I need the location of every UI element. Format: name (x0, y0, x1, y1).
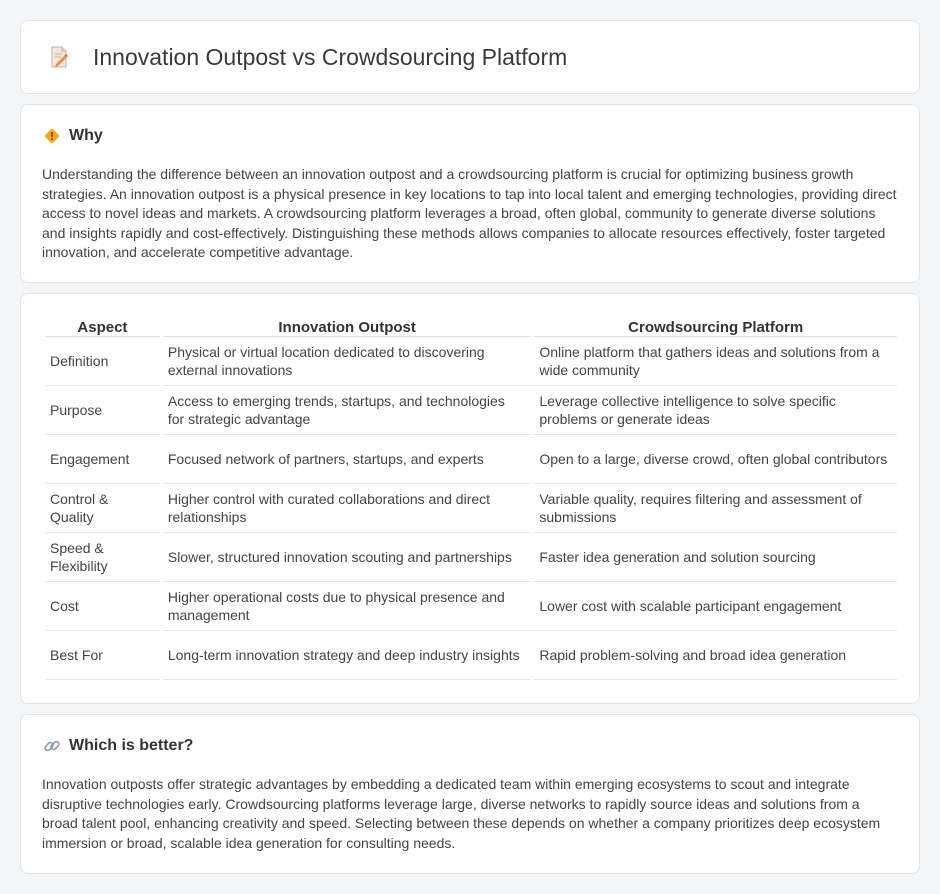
table-row (45, 533, 897, 582)
table-row (45, 337, 897, 386)
outpost-cell: Physical or virtual location dedicated to discovering external innovations (163, 337, 532, 386)
aspect-cell: Cost (45, 582, 160, 631)
crowdsourcing-cell: Rapid problem-solving and broad idea generation (534, 631, 897, 680)
outpost-cell: Focused network of partners, startups, and experts (163, 435, 532, 484)
crowdsourcing-cell: Lower cost with scalable participant engagement (534, 582, 897, 631)
header-innovation-outpost: Innovation Outpost (163, 315, 532, 337)
crowdsourcing-cell: Online platform that gathers ideas and solutions from a wide community (534, 337, 897, 386)
outpost-cell: Access to emerging trends, startups, and technologies for strategic advantage (163, 386, 532, 435)
why-section (20, 104, 920, 283)
link-icon (43, 737, 61, 755)
outpost-cell: Long-term innovation strategy and deep industry insights (163, 631, 532, 680)
aspect-cell: Purpose (45, 386, 160, 435)
aspect-cell: Engagement (45, 435, 160, 484)
aspect-cell: Definition (45, 337, 160, 386)
table-header-row (45, 315, 897, 337)
aspect-cell: Best For (45, 631, 160, 680)
outpost-cell: Higher control with curated collaborations and direct relationships (163, 484, 532, 533)
header-card (20, 20, 920, 94)
outpost-cell: Higher operational costs due to physical presence and management (163, 582, 532, 631)
header-aspect: Aspect (45, 315, 160, 337)
page-title: Innovation Outpost vs Crowdsourcing Platform (93, 43, 568, 70)
aspect-cell: Control & Quality (45, 484, 160, 533)
crowdsourcing-cell: Faster idea generation and solution sourcing (534, 533, 897, 582)
crowdsourcing-cell: Variable quality, requires filtering and assessment of submissions (534, 484, 897, 533)
diamond-warning-icon (43, 127, 61, 145)
table-row (45, 484, 897, 533)
comparison-table (42, 315, 900, 680)
comparison-table-card (20, 293, 920, 704)
header-crowdsourcing-platform: Crowdsourcing Platform (534, 315, 897, 337)
which-is-better-title: Which is better? (69, 737, 194, 754)
table-row (45, 582, 897, 631)
outpost-cell: Slower, structured innovation scouting and partnerships (163, 533, 532, 582)
why-text: Understanding the difference between an innovation outpost and a crowdsourcing platform is crucial for optimizing business growth strategies. An innovation outpost is a physical presence in key locations to tap into local talent and emerging technologies, providing direct access to novel ideas and markets. A crowdsourcing platform leverages a broad, often global, community to generate diverse solutions and insights rapidly and cost-effectively. Distinguishing these methods allows companies to allocate resources effectively, foster targeted innovation, and accelerate competitive advantage. (42, 166, 897, 260)
document-pencil-icon (47, 45, 71, 69)
crowdsourcing-cell: Open to a large, diverse crowd, often global contributors (534, 435, 897, 484)
table-row (45, 631, 897, 680)
which-is-better-text: Innovation outposts offer strategic advantages by embedding a dedicated team within emerging ecosystems to scout and integrate disruptive technologies early. Crowdsourcing platforms leverage large, diverse networks to rapidly source ideas and solutions from a broad talent pool, enhancing creativity and speed. Selecting between these depends on whether a company prioritizes deep ecosystem immersion or broad, scalable idea generation for consulting needs. (42, 776, 881, 851)
which-is-better-section (20, 714, 920, 874)
table-row (45, 386, 897, 435)
why-title: Why (69, 127, 103, 144)
table-row (45, 435, 897, 484)
aspect-cell: Speed & Flexibility (45, 533, 160, 582)
crowdsourcing-cell: Leverage collective intelligence to solve specific problems or generate ideas (534, 386, 897, 435)
